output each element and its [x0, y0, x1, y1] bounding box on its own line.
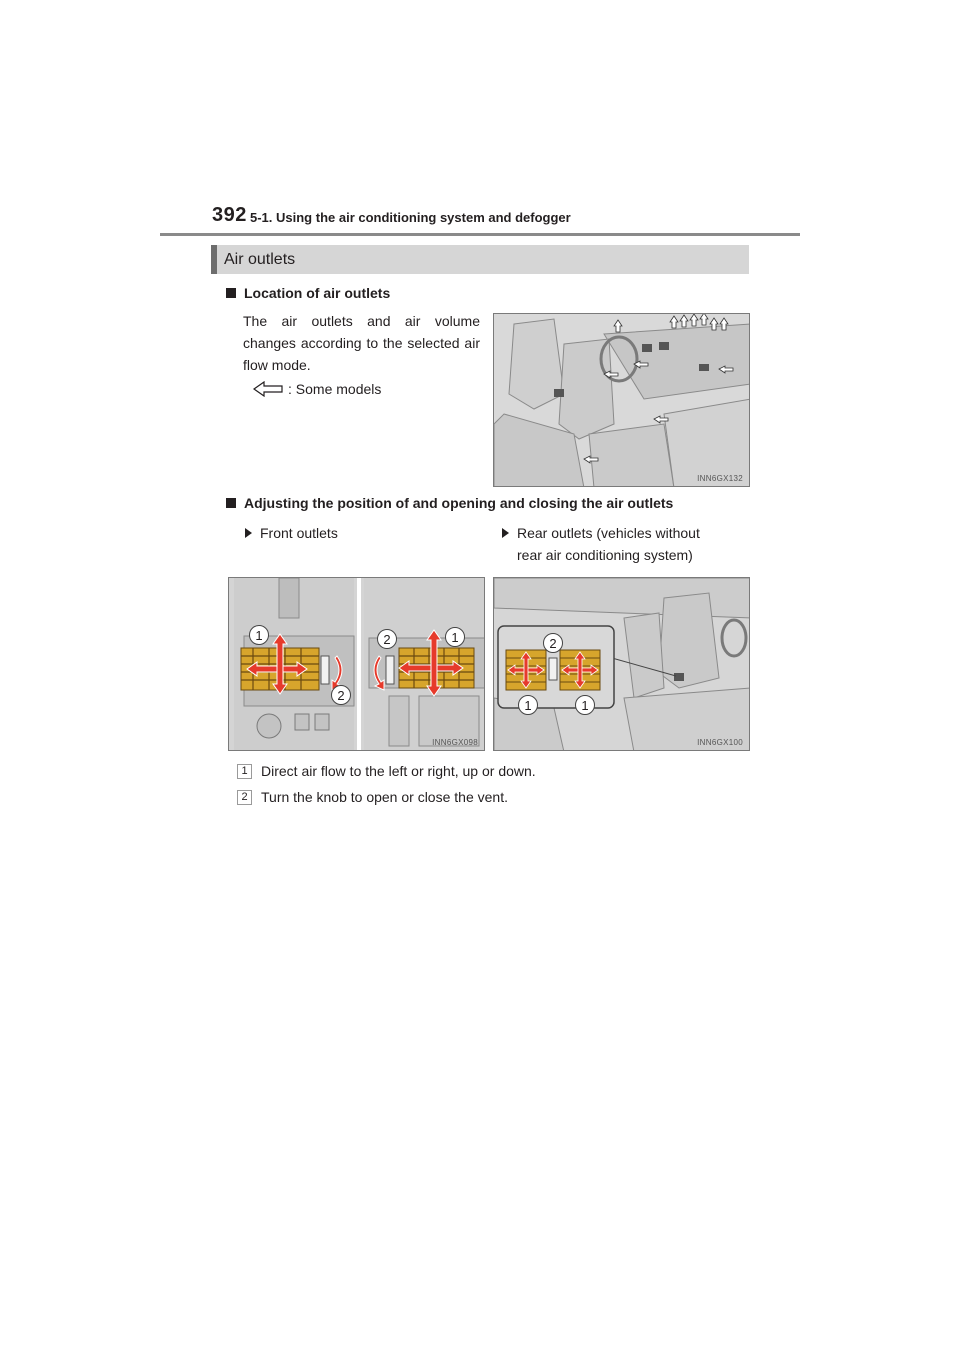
callout-1-left: 1 — [249, 625, 269, 645]
interior-illustration — [494, 314, 750, 487]
running-head: 5-1. Using the air conditioning system and defogger — [250, 210, 571, 225]
legend-some-models: : Some models — [252, 381, 381, 397]
step-text: Turn the knob to open or close the vent. — [261, 789, 508, 805]
front-outlets-illustration — [229, 578, 485, 751]
callout-1-right: 1 — [445, 627, 465, 647]
figure-code: INN6GX100 — [697, 738, 743, 747]
rear-outlets-illustration — [494, 578, 750, 751]
callout-2-rear: 2 — [543, 633, 563, 653]
triangle-bullet-icon — [245, 528, 252, 538]
step-text: Direct air flow to the left or right, up or down. — [261, 763, 536, 779]
triangle-bullet-icon — [502, 528, 509, 538]
section-title-bar — [211, 245, 749, 274]
rear-outlets-figure — [493, 577, 750, 751]
header-rule — [160, 233, 800, 236]
callout-1-rear-left: 1 — [518, 695, 538, 715]
step-1 — [237, 763, 536, 779]
step-number: 2 — [237, 790, 252, 805]
section-bar-accent — [211, 245, 217, 274]
square-bullet-icon — [226, 288, 236, 298]
interior-outlets-figure — [493, 313, 750, 487]
callout-2-right: 2 — [377, 629, 397, 649]
location-heading: Location of air outlets — [226, 285, 390, 301]
step-2 — [237, 789, 508, 805]
callout-1-rear-right: 1 — [575, 695, 595, 715]
figure-code: INN6GX132 — [697, 474, 743, 483]
rear-outlets-caption: Rear outlets (vehicles without rear air conditioning system) — [502, 522, 700, 566]
page-number: 392 — [212, 204, 247, 226]
adjusting-heading: Adjusting the position of and opening and closing the air outlets — [226, 495, 673, 511]
location-body: The air outlets and air volume changes according to the selected air flow mode. — [243, 313, 480, 373]
front-outlets-caption: Front outlets — [245, 522, 338, 544]
square-bullet-icon — [226, 498, 236, 508]
outlined-arrow-icon — [252, 381, 284, 397]
section-title: Air outlets — [224, 251, 296, 268]
step-number: 1 — [237, 764, 252, 779]
figure-code: INN6GX098 — [432, 738, 478, 747]
callout-2-left: 2 — [331, 685, 351, 705]
front-outlets-figure — [228, 577, 485, 751]
